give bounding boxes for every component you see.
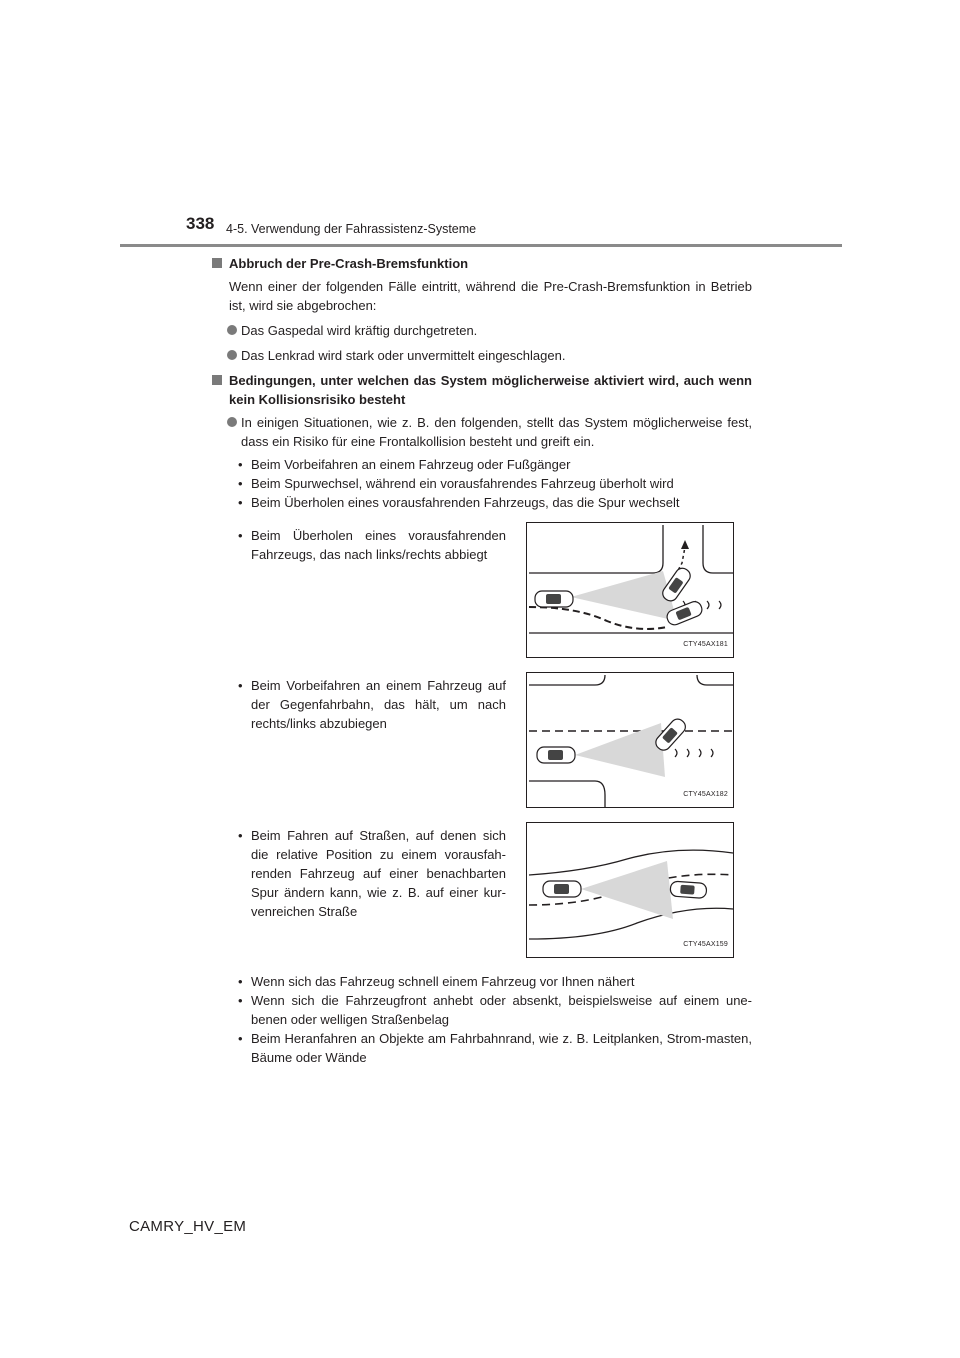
list-item: • Beim Überholen eines vorausfahrenden Fahrzeugs, das die Spur wechselt [210, 493, 752, 512]
list-item: • Wenn sich das Fahrzeug schnell einem Fahrzeug vor Ihnen nähert [210, 972, 752, 991]
round-bullet-icon [227, 417, 237, 427]
situation-list [210, 455, 752, 512]
bullet-item: Das Gaspedal wird kräftig durchgetreten. [210, 321, 752, 340]
figure-row-turning [210, 522, 752, 672]
figure-row-oncoming [210, 672, 752, 822]
model-code: CAMRY_HV_EM [129, 1218, 247, 1235]
header-divider [120, 244, 842, 247]
list-item: • Beim Spurwechsel, während ein vorausfahrendes Fahrzeug überholt wird [210, 474, 752, 493]
main-content [210, 254, 752, 1067]
square-bullet-icon [212, 258, 222, 268]
illustration-oncoming-vehicle [526, 672, 734, 808]
list-item: • Wenn sich die Fahrzeugfront anhebt oder absenkt, beispielsweise auf einem une-benen oder welligen Straßenbelag [210, 991, 752, 1029]
illustration-curvy-road [526, 822, 734, 958]
section-heading-bedingungen: Bedingungen, unter welchen das System möglicherweise aktiviert wird, auch wenn kein Kollisionsrisiko besteht [210, 371, 752, 409]
chapter-title: 4-5. Verwendung der Fahrassistenz-Systeme [226, 222, 477, 236]
round-bullet-icon [227, 350, 237, 360]
section-intro: Wenn einer der folgenden Fälle eintritt, während die Pre-Crash-Bremsfunktion in Betrieb ist, wird sie abgebrochen: [229, 279, 752, 313]
illustration-turning-vehicle [526, 522, 734, 658]
figure-code: CTY45AX182 [683, 791, 728, 798]
list-item: • Beim Heranfahren an Objekte am Fahrbahnrand, wie z. B. Leitplanken, Strom-masten, Bäume oder Wände [210, 1029, 752, 1067]
situation-list-continued [210, 972, 752, 1067]
page-number: 338 [186, 214, 215, 233]
figure-row-curvy-road [210, 822, 752, 974]
bullet-item: Das Lenkrad wird stark oder unvermittelt eingeschlagen. [210, 346, 752, 365]
figure-caption: • Beim Fahren auf Straßen, auf denen sich die relative Position zu einem vorausfah-renden Fahrzeug auf einer benachbarten Spur ändern kann, wie z. B. auf einer kur-venreichen Straße [210, 826, 506, 921]
figure-code: CTY45AX159 [683, 941, 728, 948]
section-heading-abbruch: Abbruch der Pre-Crash-Bremsfunktion [210, 254, 752, 273]
figure-code: CTY45AX181 [683, 641, 728, 648]
square-bullet-icon [212, 375, 222, 385]
figure-caption: • Beim Überholen eines vorausfahrenden Fahrzeugs, das nach links/rechts abbiegt [210, 526, 506, 564]
figure-caption: • Beim Vorbeifahren an einem Fahrzeug auf der Gegenfahrbahn, das hält, um nach rechts/links abzubiegen [210, 676, 506, 733]
list-item: • Beim Vorbeifahren an einem Fahrzeug oder Fußgänger [210, 455, 752, 474]
round-bullet-icon [227, 325, 237, 335]
bullet-item: In einigen Situationen, wie z. B. den folgenden, stellt das System möglicherweise fest, dass ein Risiko für eine Frontalkollision besteht und greift ein. [210, 413, 752, 451]
